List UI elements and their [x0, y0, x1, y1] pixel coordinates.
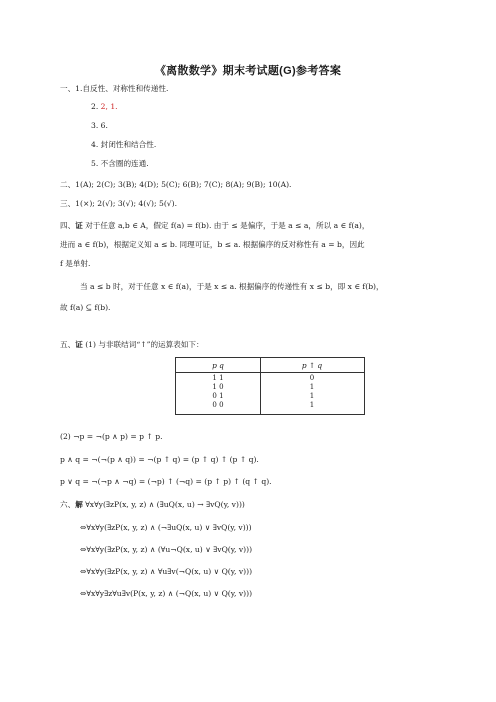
- solution-6-text-1: ∀x∀y(∃zP(x, y, z) ∧ (∃uQ(x, u) → ∃vQ(y, v))): [85, 500, 245, 509]
- page-title: 《离散数学》期末考试题(G)参考答案: [154, 65, 342, 77]
- solution-6-line-2: ⇔∀x∀y(∃zP(x, y, z) ∧ (¬∃uQ(x, u) ∨ ∃vQ(y, v))): [80, 523, 252, 532]
- solution-label: 解: [75, 500, 83, 509]
- solution-6-line-5: ⇔∀x∀y∃z∀u∃v(P(x, y, z) ∧ (¬Q(x, u) ∨ Q(y, v))): [80, 589, 253, 598]
- nand-equation-2: p ∧ q = ¬(¬(p ∧ q)) = ¬(p ↑ q) = (p ↑ q) ↑ (p ↑ q).: [60, 455, 259, 464]
- table-row-1-inputs: 1 1: [212, 374, 224, 382]
- table-header-pq: p q: [212, 361, 224, 370]
- proof-4-line-2: 进而 a ∈ f(b)，根据定义知 a ≤ b. 同理可证，b ≤ a. 根据偏序的反对称性有 a = b，因此: [60, 240, 365, 249]
- answer-1-3: 3. 6.: [91, 121, 108, 130]
- table-header-divider: [176, 372, 364, 373]
- solution-6-line-1: [60, 500, 245, 510]
- answer-1-2: [91, 102, 118, 112]
- table-row-4-result: 1: [309, 401, 315, 409]
- table-row-3-result: 1: [309, 392, 315, 400]
- table-row-3-inputs: 0 1: [212, 392, 224, 400]
- nand-equation-1: (2) ¬p = ¬(p ∧ p) = p ↑ p.: [60, 432, 163, 441]
- solution-6-line-3: ⇔∀x∀y(∃zP(x, y, z) ∧ (∀u¬Q(x, u) ∨ ∃vQ(y, v))): [80, 545, 253, 554]
- solution-6-line-4: ⇔∀x∀y(∃zP(x, y, z) ∧ ∀u∃v(¬Q(x, u) ∨ Q(y, v))): [80, 567, 253, 576]
- proof-4-line-1: [60, 221, 369, 231]
- section-5-intro-text: (1) 与非联结词“↑”的运算表如下：: [85, 340, 204, 349]
- nand-truth-table: [175, 357, 365, 415]
- answer-1-4: 4. 封闭性和结合性.: [91, 140, 157, 149]
- answer-section-3: 三、1(×); 2(√); 3(√); 4(√); 5(√).: [60, 199, 177, 208]
- section-5-head: 五、: [60, 340, 76, 349]
- answer-1-2-prefix: 2.: [91, 102, 101, 111]
- table-row-2-result: 1: [309, 383, 315, 391]
- proof-4-text-1: 对于任意 a,b ∈ A，假定 f(a) = f(b). 由于 ≤ 是偏序，于是 a ≤ a，所以 a ∈ f(a)，: [85, 221, 370, 230]
- section-5-intro: [60, 340, 204, 350]
- answer-section-2: 二、1(A); 2(C); 3(B); 4(D); 5(C); 6(B); 7(C); 8(A); 9(B); 10(A).: [60, 180, 292, 189]
- proof-label: 证: [75, 340, 83, 349]
- proof-label: 证: [75, 221, 83, 230]
- answer-1-5: 5. 不含圈的连通.: [91, 159, 149, 168]
- proof-4-line-5: 故 f(a) ⊆ f(b).: [60, 303, 111, 312]
- table-row-1-result: 0: [309, 374, 315, 382]
- answer-1-2-value: 2, 1.: [100, 102, 118, 111]
- table-header-nand: p ↑ q: [301, 361, 323, 370]
- nand-equation-3: p ∨ q = ¬(¬p ∧ ¬q) = (¬p) ↑ (¬q) = (p ↑ p) ↑ (q ↑ q).: [60, 477, 272, 486]
- table-row-4-inputs: 0 0: [212, 401, 224, 409]
- section-6-head: 六、: [60, 500, 76, 509]
- proof-4-line-3: f 是单射.: [60, 259, 91, 268]
- proof-4-line-4: 当 a ≤ b 时，对于任意 x ∈ f(a)，于是 x ≤ a. 根据偏序的传递性有 x ≤ b，即 x ∈ f(b)，: [80, 282, 384, 291]
- answer-1-1: 一、1.自反性、对称性和传递性.: [60, 84, 169, 93]
- section-4-head: 四、: [60, 221, 76, 230]
- table-row-2-inputs: 1 0: [212, 383, 224, 391]
